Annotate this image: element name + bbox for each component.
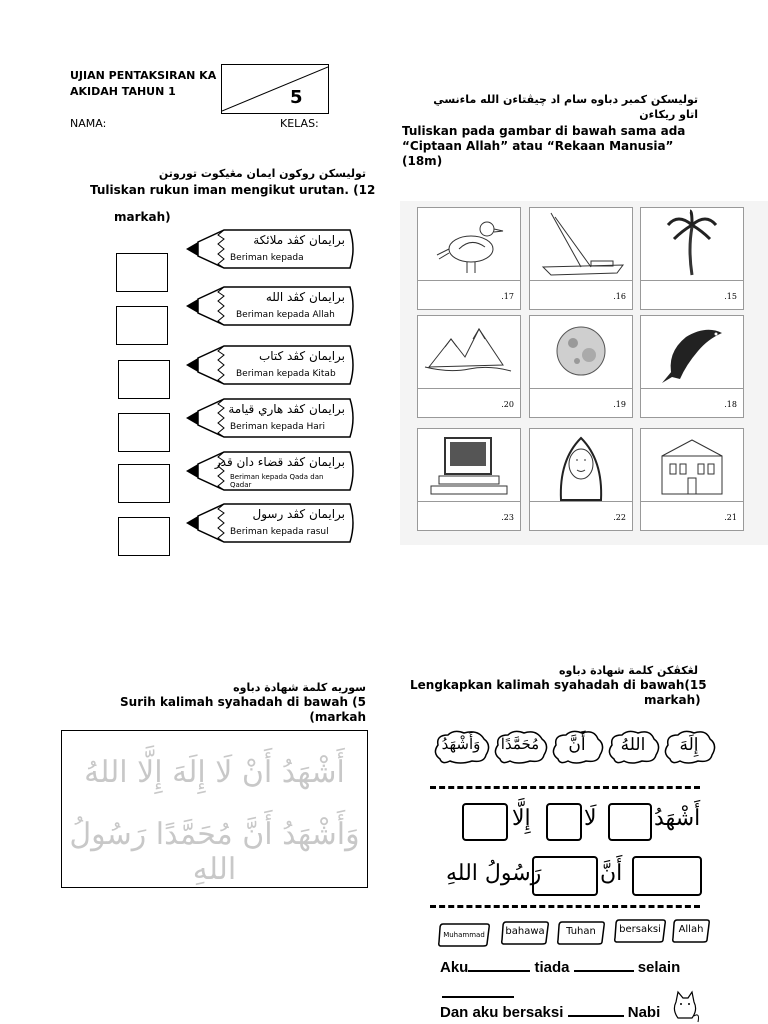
picture-cell-18 — [640, 315, 744, 418]
answer-box-5[interactable] — [118, 464, 170, 503]
word-cloud-wa-ashhadu — [432, 729, 490, 765]
picture-cell-16 — [529, 207, 633, 310]
lengkap-marks: markah) — [644, 693, 701, 707]
word-cloud-muhammadan — [492, 729, 548, 765]
picture-cell-17 — [417, 207, 521, 310]
word-tag-bahawa — [500, 920, 550, 946]
picture-number-15: .15 — [724, 292, 737, 301]
pencil-latin-4: Beriman kepada Hari — [230, 422, 325, 432]
picture-number-21: .21 — [724, 513, 737, 522]
word-cloud-allahu-text: اللهُ — [620, 735, 646, 755]
fill-box-4[interactable] — [632, 856, 702, 896]
divider-dashed-1 — [430, 786, 700, 789]
lengkap-instruction-jawi: لڠكڤكن كلمة شهادة دباوه — [559, 664, 698, 677]
pencil-latin-6: Beriman kepada rasul — [230, 527, 329, 537]
surih-marks: markah) — [309, 710, 366, 724]
answer-box-3[interactable] — [118, 360, 170, 399]
sentence-1-part-a: Aku — [440, 959, 469, 976]
exam-title-line1: UJIAN PENTAKSIRAN KA — [70, 69, 217, 82]
pencil-latin-5: Beriman kepada Qada dan Qadar — [230, 473, 324, 489]
hijab-girl-icon — [531, 430, 631, 502]
answer-box-2[interactable] — [116, 306, 168, 345]
divider-dashed-2 — [430, 905, 700, 908]
picture-cell-15 — [640, 207, 744, 310]
score-diagonal — [222, 65, 328, 113]
word-tag-bersaksi — [613, 918, 667, 944]
word-tag-bersaksi-text: bersaksi — [619, 924, 661, 935]
surih-instruction: Surih kalimah syahadah di bawah (5 — [120, 695, 366, 709]
picture-number-23: .23 — [501, 513, 514, 522]
word-tag-muhammad — [437, 922, 491, 948]
gambar-instruction-jawi-2: اتاو ريكاءن — [639, 108, 698, 121]
pencil-jawi-1: برايمان كڤد ملائكة — [253, 233, 345, 247]
surih-instruction-jawi: سوريه كلمة شهادة دباوه — [233, 681, 366, 694]
answer-box-4[interactable] — [118, 413, 170, 452]
picture-number-17: .17 — [501, 292, 514, 301]
score-value: 5 — [290, 87, 303, 108]
computer-icon — [419, 430, 519, 502]
fill-box-3[interactable] — [462, 803, 508, 841]
word-tag-allah-text: Allah — [678, 924, 704, 935]
cat-icon — [670, 990, 700, 1024]
word-cloud-ilah-text: إِلَهَ — [679, 735, 699, 755]
rukun-marks: markah) — [114, 210, 171, 224]
sentence-1-blank-1[interactable] — [468, 958, 530, 972]
picture-number-18: .18 — [724, 400, 737, 409]
word-cloud-wa-ashhadu-text: وَأَشْهَدُ — [441, 735, 481, 753]
arabic-word-anna: أَنَّ — [600, 861, 623, 886]
word-cloud-ilah — [662, 729, 716, 765]
score-box — [221, 64, 329, 114]
sentence-1-part-b: tiada — [534, 959, 570, 976]
sentence-2-part-b: Nabi — [627, 1004, 661, 1021]
sentence-1 — [440, 958, 680, 976]
pencil-item-3 — [184, 343, 359, 387]
pencil-jawi-3: برايمان كڤد كتاب — [258, 349, 345, 363]
pencil-item-1 — [184, 227, 359, 271]
gambar-instruction-2: “Ciptaan Allah” atau “Rekaan Manusia” — [402, 139, 674, 153]
fill-box-2[interactable] — [546, 803, 582, 841]
seagull-icon — [419, 209, 519, 281]
fill-box-5[interactable] — [532, 856, 598, 896]
picture-number-19: .19 — [613, 400, 626, 409]
word-tag-tuhan-text: Tuhan — [566, 926, 596, 937]
palm-tree-icon — [642, 209, 742, 281]
gambar-instruction-3: (18m) — [402, 154, 443, 168]
class-label: KELAS: — [280, 117, 319, 130]
rukun-instruction: Tuliskan rukun iman mengikut urutan. (12 — [90, 183, 376, 197]
mountains-icon — [419, 317, 519, 389]
picture-cell-20 — [417, 315, 521, 418]
pencil-latin-1: Beriman kepada — [230, 253, 304, 263]
picture-cell-21 — [640, 428, 744, 531]
sentence-1-blank-2[interactable] — [574, 958, 634, 972]
arabic-word-illa: إِلَّا — [512, 806, 531, 831]
name-label: NAMA: — [70, 117, 107, 130]
pencil-item-5 — [184, 449, 359, 493]
pencil-latin-2: Beriman kepada Allah — [236, 310, 335, 320]
word-tag-tuhan — [556, 920, 606, 946]
word-tag-muhammad-text: Muhammad — [443, 931, 485, 939]
word-cloud-muhammadan-text: مُحَمَّدًا — [500, 735, 540, 753]
pencil-item-6 — [184, 501, 359, 545]
moon-icon — [531, 317, 631, 389]
trace-line-1: أَشْهَدُ أَنْ لَا إِلَهَ إِلَّا اللهُ — [84, 755, 345, 790]
picture-number-22: .22 — [613, 513, 626, 522]
sentence-2-blank-1[interactable] — [568, 1003, 624, 1017]
answer-box-6[interactable] — [118, 517, 170, 556]
picture-cell-22 — [529, 428, 633, 531]
picture-number-20: .20 — [501, 400, 514, 409]
word-tag-allah — [671, 918, 711, 944]
arabic-word-ashhadu: أَشْهَدُ — [654, 806, 701, 831]
sentence-1-part-c: selain — [637, 959, 681, 976]
exam-title-line2: AKIDAH TAHUN 1 — [70, 85, 176, 98]
building-icon — [642, 430, 742, 502]
pencil-jawi-2: برايمان كڤد الله — [265, 290, 345, 304]
rukun-instruction-jawi: توليسكن روكون ايمان مڠيكوت توروتن — [158, 167, 366, 180]
arabic-word-la: لَا — [584, 806, 597, 831]
pencil-jawi-5: برايمان كڤد قضاء دان قدر — [214, 455, 345, 469]
pencil-jawi-4: برايمان كڤد هاري قيامة — [228, 402, 345, 416]
picture-cell-19 — [529, 315, 633, 418]
pencil-item-4 — [184, 396, 359, 440]
sentence-2 — [440, 1003, 660, 1021]
trace-line-2: وَأَشْهَدُ أَنَّ مُحَمَّدًا رَسُولُ اللهِ — [69, 817, 360, 887]
pencil-item-2 — [184, 284, 359, 328]
lengkap-instruction: Lengkapkan kalimah syahadah di bawah(15 — [410, 678, 707, 692]
pencil-latin-3: Beriman kepada Kitab — [236, 369, 336, 379]
gambar-instruction-1: Tuliskan pada gambar di bawah sama ada — [402, 124, 686, 138]
word-cloud-allahu — [606, 729, 660, 765]
gambar-instruction-jawi-1: توليسكن كمبر دباوه سام اد چيڤتاءن الله ماءنسي — [433, 93, 698, 106]
answer-box-1[interactable] — [116, 253, 168, 292]
sailboat-icon — [531, 209, 631, 281]
picture-number-16: .16 — [613, 292, 626, 301]
fill-box-1[interactable] — [608, 803, 652, 841]
fish-icon — [642, 317, 742, 389]
sentence-2-part-a: Dan aku bersaksi — [440, 1004, 564, 1021]
word-tag-bahawa-text: bahawa — [505, 926, 545, 937]
sentence-1-blank-3[interactable] — [442, 996, 514, 998]
arabic-word-rasulullah: رَسُولُ اللهِ — [446, 861, 542, 886]
picture-cell-23 — [417, 428, 521, 531]
word-cloud-anna-text: أَنَّ — [568, 735, 586, 755]
word-cloud-anna — [550, 729, 604, 765]
pencil-jawi-6: برايمان كڤد رسول — [252, 507, 345, 521]
tracing-box[interactable] — [61, 730, 368, 888]
